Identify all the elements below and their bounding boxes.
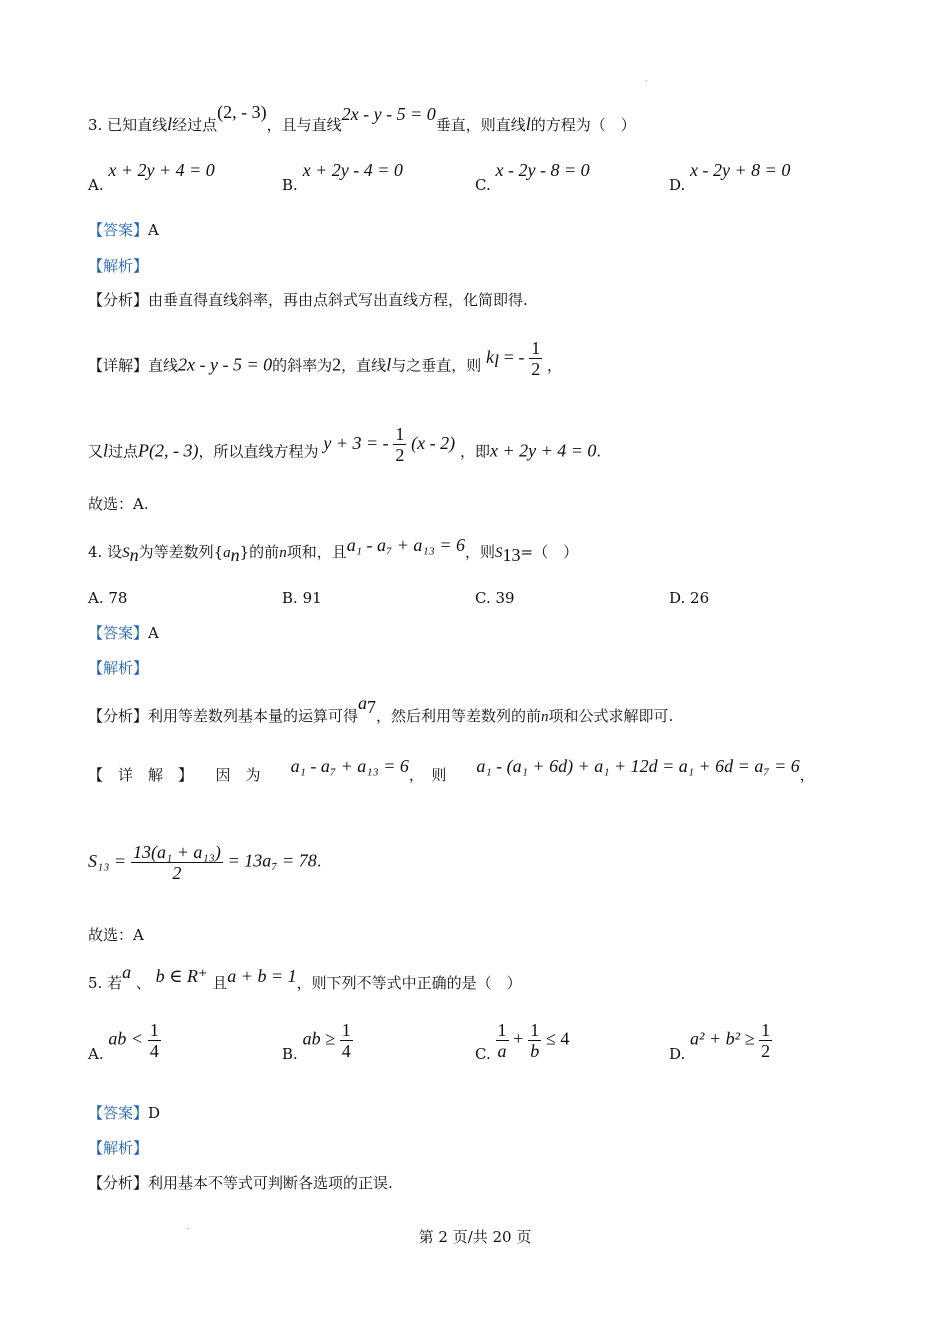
q5-answer: 【答案】D xyxy=(88,1104,161,1122)
q3-answer: 【答案】A xyxy=(88,221,159,239)
q5-option-a[interactable]: A. ab < $\frac{1}{4}$ xyxy=(88,1020,159,1063)
q4-analysis-heading: 【解析】 xyxy=(88,659,149,677)
q5-option-b[interactable]: B. ab ≥ $\frac{1}{4}$ xyxy=(282,1020,351,1063)
q4-stem: 4. 设$S_n$为等差数列$\{a_n\}$的前n项和，且a₁ - a₇ + a₁₃ = 6，则$S_{13}=$（ ） xyxy=(88,535,579,565)
q4-option-c[interactable]: C. 39 xyxy=(475,589,515,607)
q3-line-equation: 2x - y - 5 = 0 xyxy=(341,104,436,124)
q5-condition: a + b = 1 xyxy=(227,966,297,986)
q3-point-slope-equation: y + 3 = - $\frac{1}{2}$ (x - 2) xyxy=(323,424,456,465)
q4-analysis: 【分析】利用等差数列基本量的运算可得$a_7$，然后利用等差数列的前n项和公式求解即可. xyxy=(88,693,674,725)
q5-option-d[interactable]: D. a² + b² ≥ $\frac{1}{2}$ xyxy=(669,1020,771,1063)
q4-answer: 【答案】A xyxy=(88,624,159,642)
q3-slope-formula: $k_l$ = - $\frac{1}{2}$ xyxy=(486,338,541,379)
q5-stem: 5. 若a 、 b ∈ R⁺ 且a + b = 1，则下列不等式中正确的是（ ） xyxy=(88,962,522,992)
q4-condition: a₁ - a₇ + a₁₃ = 6 xyxy=(346,535,466,555)
q3-analysis-heading: 【解析】 xyxy=(88,257,149,275)
q3-detail: 【详解】直线2x - y - 5 = 0的斜率为2，直线l与之垂直，则 $k_l$ = - $\frac{1}{2}$ ， xyxy=(88,338,563,379)
q5-analysis: 【分析】利用基本不等式可判断各选项的正误. xyxy=(88,1174,393,1192)
scan-dot xyxy=(646,80,647,81)
q4-sum-formula: S₁₃ = $\frac{\text{13(a₁ + a₁₃)}}{2}$ = 13a₇ = 78. xyxy=(88,842,322,883)
q3-choose: 故选：A. xyxy=(88,495,149,513)
q4-detail: 【 详 解 】 因 为 a₁ - a₇ + a₁₃ = 6， 则 a₁ - (a₁ + 6d) + a₁ + 12d = a₁ + 6d = a₇ = 6， xyxy=(88,756,815,784)
q3-slope-fraction: $\frac{1}{2}$ xyxy=(531,338,541,379)
q3-option-b[interactable]: B. x + 2y - 4 = 0 xyxy=(282,160,403,194)
q5-analysis-heading: 【解析】 xyxy=(88,1139,149,1157)
q3-option-a[interactable]: A. x + 2y + 4 = 0 xyxy=(88,160,215,194)
q3-analysis: 【分析】由垂直得直线斜率，再由点斜式写出直线方程，化简即得. xyxy=(88,291,528,309)
q3-option-c[interactable]: C. x - 2y - 8 = 0 xyxy=(475,160,590,194)
q4-option-a[interactable]: A. 78 xyxy=(88,589,128,607)
q3-stem: 3. 已知直线l经过点(2, - 3)，且与直线2x - y - 5 = 0垂直，则直线l的方程为（ ） xyxy=(88,102,636,134)
page-footer: 第 2 页/共 20 页 xyxy=(418,1228,532,1246)
q4-option-b[interactable]: B. 91 xyxy=(282,589,322,607)
q4-derivation: a₁ - (a₁ + 6d) + a₁ + 12d = a₁ + 6d = a₇ = 6 xyxy=(476,756,800,776)
q5-option-c[interactable]: C. $\frac{1}{a}$ + $\frac{1}{b}$ ≤ 4 xyxy=(475,1020,570,1063)
q4-choose: 故选：A xyxy=(88,926,144,944)
q3-point: (2, - 3) xyxy=(217,102,267,122)
q3-option-d[interactable]: D. x - 2y + 8 = 0 xyxy=(669,160,791,194)
q3-detail-line2: 又l过点P(2, - 3)，所以直线方程为 y + 3 = - $\frac{1}{2}$ (x - 2) ，即x + 2y + 4 = 0. xyxy=(88,424,602,465)
q4-option-d[interactable]: D. 26 xyxy=(669,589,710,607)
